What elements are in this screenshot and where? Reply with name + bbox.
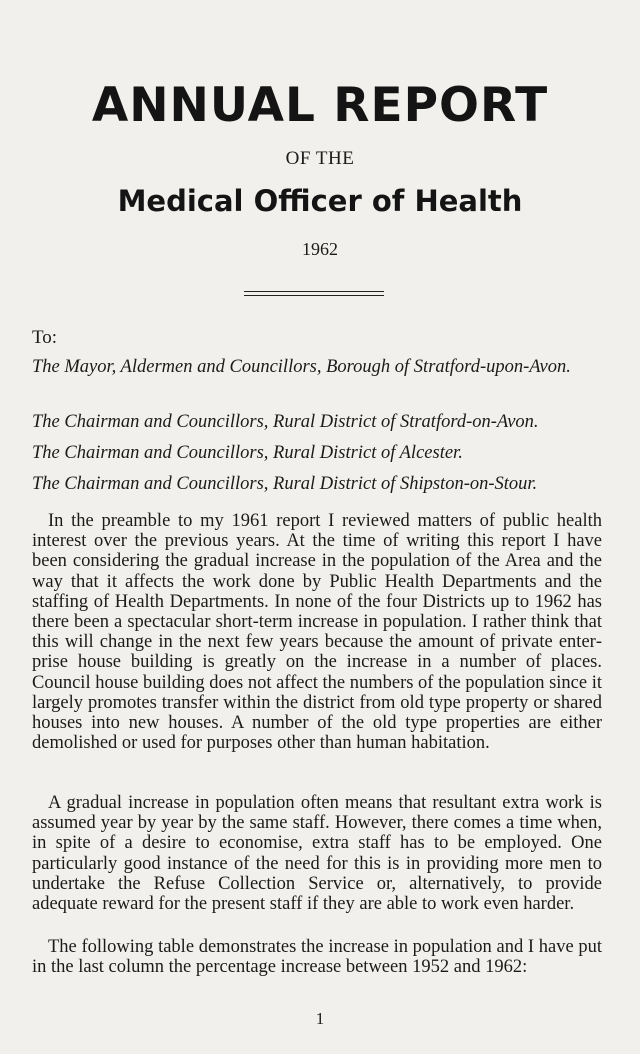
addressee-line: The Chairman and Councillors, Rural District of Alcester.	[32, 443, 463, 463]
addressee-line: The Chairman and Councillors, Rural District of Shipston-on-Stour.	[32, 474, 538, 494]
report-title: ANNUAL REPORT	[91, 78, 549, 133]
divider-rule-bottom	[244, 295, 384, 296]
report-of-the: OF THE	[285, 148, 355, 169]
report-subtitle: Medical Officer of Health	[117, 184, 523, 218]
salutation: To:	[32, 327, 58, 348]
addressee-line: The Chairman and Councillors, Rural District of Stratford-on-Avon.	[32, 412, 539, 432]
body-paragraph: A gradual increase in population often means that resultant extra work is assumed year by year by the same staff. However, there comes a time when, in spite of a desire to economise, extra staff has to be employed. One particularly good instance of the need for this is in providing more men to undertake the Refuse Collection Service or, alternatively, to provide adequate reward for the present staff if they are able to work even harder.	[32, 793, 602, 915]
body-paragraph: In the preamble to my 1961 report I reviewed matters of public health interest over the previous years. At the time of writing this report I have been considering the gradual increase in the population of the Area and the way that it affects the work done by Public Health Departments and the staffing of Health Departments. In none of the four Districts up to 1962 has there been a spectacular short-term increase in population. I rather think that this will change in the next few years because the amount of private enterprise house building is greatly on the increase in a number of places. Council house building does not affect the numbers of the population since it largely promotes transfer within the district from old type property or shared houses into new houses. A number of the old type properties are either demolished or used for purposes other than human habitation.	[32, 511, 602, 754]
addressee-line: The Mayor, Aldermen and Councillors, Borough of Stratford-upon-Avon.	[32, 357, 571, 377]
page-number: 1	[315, 1009, 325, 1028]
body-paragraph: The following table demonstrates the increase in population and I have put in the last column the percentage increase between 1952 and 1962:	[32, 937, 602, 978]
divider-rule-top	[244, 291, 384, 292]
report-year: 1962	[302, 239, 338, 259]
